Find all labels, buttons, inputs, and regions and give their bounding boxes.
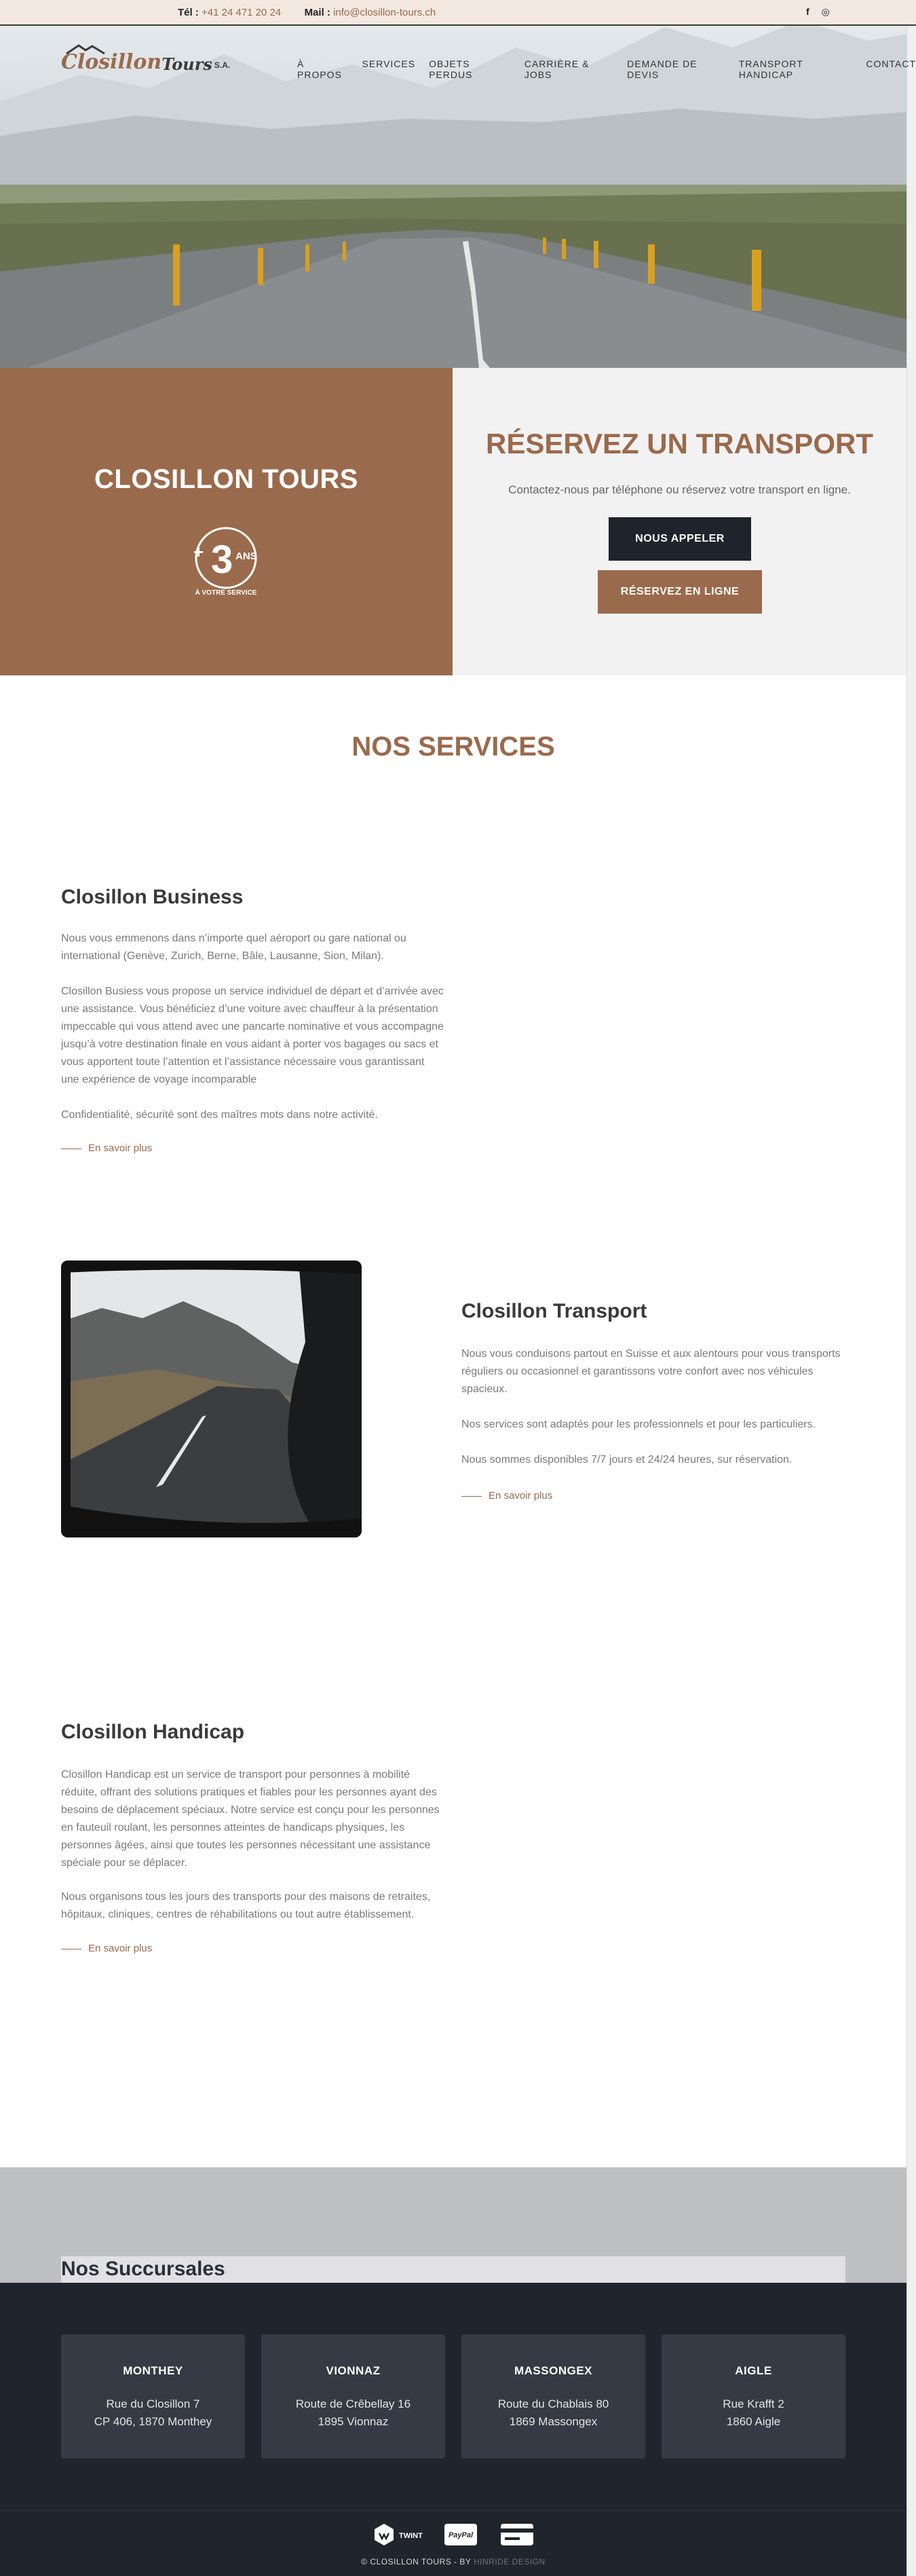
credit-card-logo [501, 2521, 533, 2548]
main-nav [297, 58, 916, 80]
contact-info [178, 7, 436, 18]
instagram-icon[interactable]: ◎ [821, 6, 830, 17]
branch-address [662, 2395, 845, 2431]
phone-label: Tél : [178, 7, 199, 18]
copyright-text: © CLOSILLON TOURS - BY [361, 2557, 472, 2566]
brand-title: CLOSILLON TOURS [94, 464, 358, 494]
top-contact-bar [0, 0, 916, 26]
footer [0, 2510, 907, 2576]
branch-address-line: Rue Krafft 2 [723, 2397, 784, 2410]
branch-address [61, 2395, 245, 2431]
branch-address-line: Rue du Closillon 7 [106, 2397, 200, 2410]
nav-item-transport-handicap[interactable]: TRANSPORT HANDICAP [738, 58, 803, 80]
paypal-label: PayPal [448, 2531, 474, 2539]
more-link[interactable]: En savoir plus [461, 1490, 552, 1501]
more-link[interactable]: En savoir plus [61, 1142, 152, 1154]
branch-card [662, 2334, 845, 2459]
service-paragraph: Nous sommes disponibles 7/7 jours et 24/24 heures, sur réservation. [461, 1454, 793, 1466]
service-paragraph: Nous vous conduisons partout en Suisse et aux alentours pour vous transports réguliers ou occasionnel et garantissons votre confort avec nos véhicules spacieux. [461, 1348, 841, 1395]
credit-card-icon [501, 2522, 533, 2547]
nav-item-contact[interactable]: CONTACT [866, 58, 916, 69]
branch-card [461, 2334, 645, 2459]
site-logo[interactable] [61, 50, 230, 74]
branch-name: AIGLE [735, 2364, 772, 2377]
svg-text:+: + [193, 542, 204, 562]
badge-number: 3 [211, 538, 233, 582]
logo-roof-icon [65, 43, 106, 54]
social-links [806, 6, 830, 18]
service-paragraph: Nous organisons tous les jours des transports pour des maisons de retraites, hôpitaux, cliniques, centres de réhabilitations ou tout autre établissement. [61, 1891, 431, 1920]
brand-panel [0, 368, 453, 675]
branch-address-line: 1860 Aigle [726, 2415, 781, 2428]
twint-logo [372, 2521, 426, 2548]
logo-part1: Closillon [61, 50, 162, 74]
branches-list [0, 2283, 907, 2510]
service-paragraph: Nos services sont adaptés pour les professionnels et pour les particuliers. [461, 1419, 816, 1430]
service-paragraph: Closillon Handicap est un service de transport pour personnes à mobilité réduite, offrant des solutions pratiques et fiables pour les personnes ayant des besoins de déplacement spéciaux. Notre service est conçu pour les personnes en fauteuil roulant, les personnes atteintes de handicaps physiques, les personnes âgées, ainsi que toutes les personnes nécessitant une assistance spéciale pour se déplacer. [61, 1769, 440, 1869]
service-title: Closillon Transport [461, 1300, 647, 1322]
transport-image [61, 1261, 362, 1537]
branch-address-line: CP 406, 1870 Monthey [94, 2415, 212, 2428]
branch-address-line: Route de Crêbellay 16 [295, 2397, 411, 2410]
more-link[interactable]: En savoir plus [61, 1943, 152, 1954]
branch-name: MASSONGEX [514, 2364, 593, 2377]
branch-card [261, 2334, 445, 2459]
nav-item-carriere-jobs[interactable]: CARRIÈRE & JOBS [524, 58, 590, 80]
paypal-logo [444, 2521, 477, 2548]
book-online-button[interactable]: RÉSERVEZ EN LIGNE [598, 570, 762, 614]
branches-title: Nos Succursales [61, 2258, 225, 2280]
logo-part2: Tours [161, 54, 212, 74]
branch-address-line: Route du Chablais 80 [497, 2397, 609, 2410]
facebook-icon[interactable]: f [806, 6, 809, 17]
paypal-icon [444, 2522, 477, 2547]
phone-link[interactable]: +41 24 471 20 24 [202, 7, 282, 18]
service-paragraph: Closillon Busiess vous propose un service individuel de départ et d’arrivée avec une assistance. Vous bénéficiez d’une voiture avec chauffeur à la présentation impeccable qui vous attend avec une pancarte nominative et vous accompagne jusqu’à votre destination finale en vous aidant à porter vos bagages ou sacs et vous apportent toute l’attention et l’assistance nécessaire vous garantissant une expérience de voyage incomparable [61, 986, 444, 1085]
badge-unit: ANS [235, 550, 257, 562]
services-title: NOS SERVICES [351, 732, 555, 762]
designer-link[interactable]: HINRIDE DESIGN [474, 2557, 546, 2566]
service-title: Closillon Business [61, 886, 244, 908]
nav-item-services[interactable]: SERVICES [362, 58, 416, 69]
branch-card [61, 2334, 245, 2459]
call-button[interactable]: NOUS APPELER [609, 517, 751, 561]
branch-address-line: 1869 Massongex [509, 2415, 598, 2428]
mail-link[interactable]: info@closillon-tours.ch [333, 7, 436, 18]
twint-label: TWINT [399, 2532, 423, 2540]
twint-icon [372, 2521, 426, 2548]
nav-item-objets-perdus[interactable]: OBJETS PERDUS [429, 58, 473, 80]
page-scrollbar[interactable] [907, 0, 916, 2576]
reservation-text: Contactez-nous par téléphone ou réservez votre transport en ligne. [508, 483, 851, 496]
logo-suffix: S.A. [214, 60, 231, 70]
side-mirror-photo [61, 1261, 362, 1537]
reservation-panel [453, 368, 907, 675]
service-paragraph: Confidentialité, sécurité sont des maîtres mots dans notre activité. [61, 1109, 378, 1121]
branch-address [461, 2395, 645, 2431]
reservation-title: RÉSERVEZ UN TRANSPORT [486, 428, 873, 460]
nav-item-demande-de-devis[interactable]: DEMANDE DE DEVIS [627, 58, 698, 80]
service-title: Closillon Handicap [61, 1721, 245, 1743]
branch-name: VIONNAZ [326, 2364, 381, 2377]
copyright [0, 2557, 907, 2566]
mail-label: Mail : [304, 7, 330, 18]
badge-caption: À VOTRE SERVICE [195, 589, 257, 597]
branch-address [261, 2395, 445, 2431]
service-paragraph: Nous vous emmenons dans n’importe quel aéroport ou gare national ou international (Genève, Zurich, Berne, Bâle, Lausanne, Sion, Milan). [61, 933, 406, 962]
branches-header [0, 2167, 907, 2283]
branch-address-line: 1895 Vionnaz [318, 2415, 389, 2428]
anniversary-badge [184, 524, 268, 599]
nav-item-a-propos[interactable]: À PROPOS [297, 58, 342, 80]
branch-name: MONTHEY [123, 2364, 183, 2377]
